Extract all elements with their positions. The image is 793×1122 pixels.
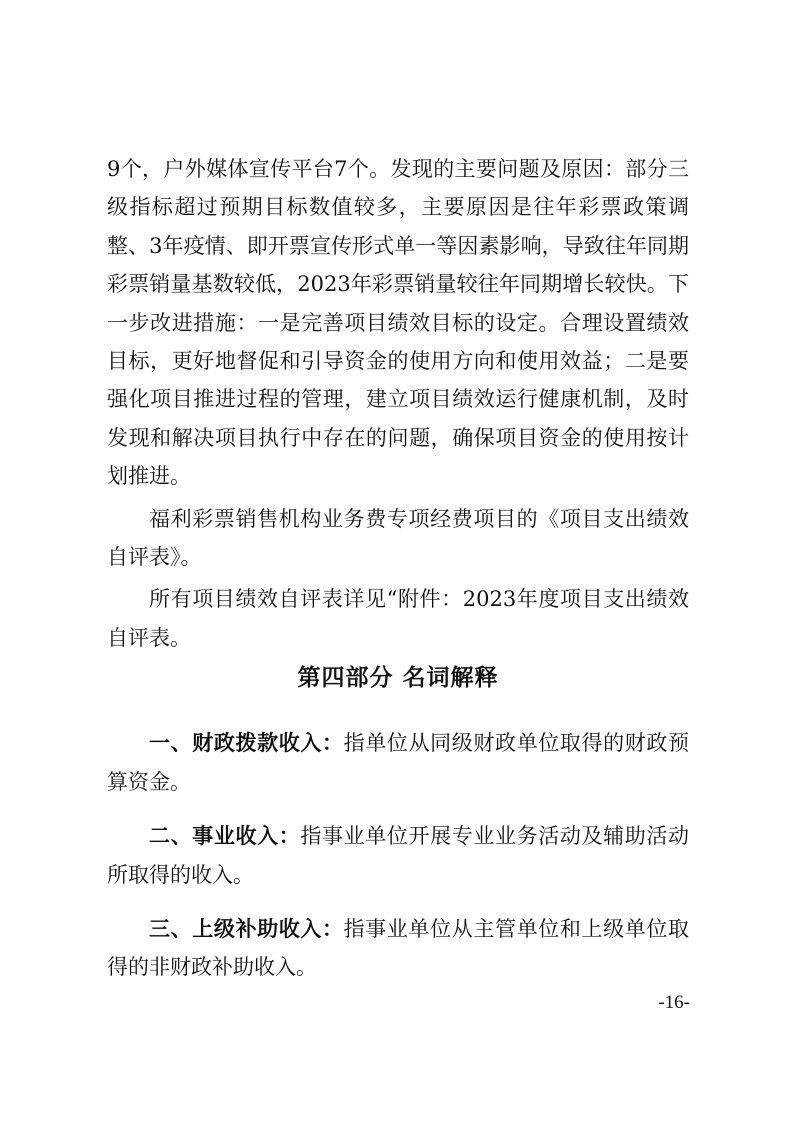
term-text: 指单位从同级财政单位取得的财政预算资金。 <box>107 731 689 794</box>
term-label: 三、上级补助收入： <box>149 915 344 941</box>
term-label: 一、财政拨款收入： <box>149 730 344 756</box>
page-number: -16- <box>658 992 690 1013</box>
term-text: 指事业单位从主管单位和上级单位取得的非财政补助收入。 <box>107 916 689 980</box>
document-page <box>107 150 689 987</box>
term-label: 二、事业收入： <box>149 823 301 849</box>
term-text: 指事业单位开展专业业务活动及辅助活动所取得的收入。 <box>107 824 689 887</box>
body-paragraph-attachment-note: 所有项目绩效自评表详见“附件：2023年度项目支出绩效自评表。 <box>107 587 689 650</box>
body-paragraph-issues-and-measures: 9个，户外媒体宣传平台7个。发现的主要问题及原因：部分三级指标超过预期目标数值较多，主要原因是往年彩票政策调整、3年疫情、即开票宣传形式单一等因素影响，导致往年同期彩票销量基数较低，2023年彩票销量较往年同期增长较快。下一步改进措施：一是完善项目绩效目标的设定。合理设置绩效目标，更好地督促和引导资金的使用方向和使用效益；二是要强化项目推进过程的管理，建立项目绩效运行健康机制，及时发现和解决项目执行中存在的问题，确保项目资金的使用按计划推进。 <box>107 157 689 489</box>
term-definition-fiscal-appropriation <box>107 724 689 801</box>
term-definition-business-income <box>107 817 689 894</box>
body-paragraph-lottery-project: 福利彩票销售机构业务费专项经费项目的《项目支出绩效自评表》。 <box>107 506 689 570</box>
section-title: 第四部分 名词解释 <box>297 664 499 692</box>
term-definition-superior-subsidy <box>107 910 689 987</box>
